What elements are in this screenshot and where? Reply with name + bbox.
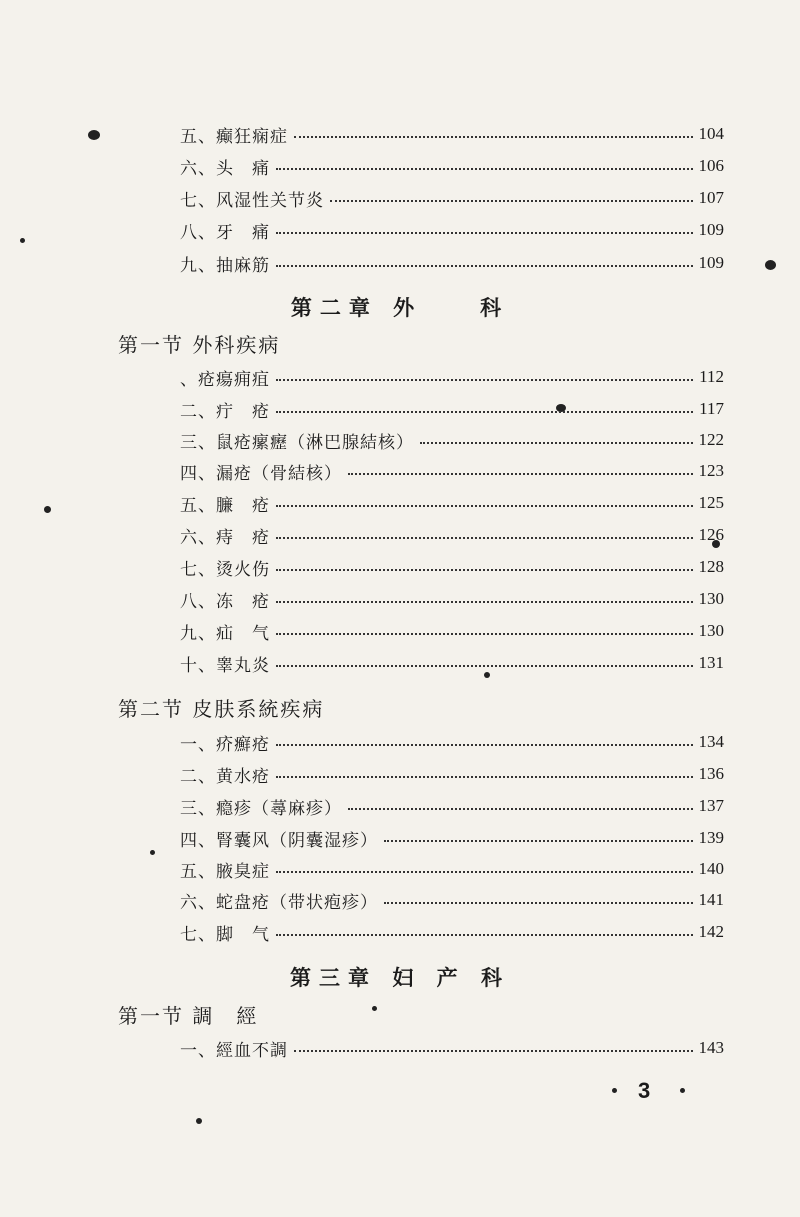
- dot-leader: [276, 744, 693, 746]
- entry-label: 八、冻 疮: [180, 591, 270, 612]
- entry-label: 二、黄水疮: [180, 766, 270, 787]
- entry-label: 五、臁 疮: [180, 495, 270, 516]
- dot-leader: [276, 665, 693, 667]
- entry-label: 三、瘾疹（蕁麻疹）: [180, 798, 342, 819]
- entry-page: 143: [698, 1038, 724, 1057]
- dot-leader: [384, 840, 693, 842]
- entry-page: 112: [699, 367, 724, 386]
- entry-label: 三、鼠疮瘰癧（淋巴腺結核）: [180, 432, 414, 453]
- entry-page: 125: [698, 493, 724, 512]
- entry-page: 136: [698, 764, 724, 783]
- toc-entry: [180, 1034, 724, 1062]
- scan-speck: [765, 260, 776, 270]
- toc-entry: [180, 120, 724, 148]
- entry-label: 二、疔 疮: [180, 401, 270, 422]
- toc-entry: [180, 457, 724, 485]
- entry-page: 126: [698, 525, 724, 544]
- entry-label: 六、头 痛: [180, 158, 270, 179]
- chapter-heading: 第三章 妇 产 科: [290, 965, 510, 990]
- entry-page: 109: [698, 253, 724, 272]
- toc-entry: [180, 855, 724, 883]
- entry-label: 七、脚 气: [180, 924, 270, 945]
- scan-speck: [196, 1118, 202, 1124]
- dot-leader: [276, 934, 693, 936]
- scan-speck: [612, 1088, 617, 1093]
- dot-leader: [276, 505, 693, 507]
- toc-entry: [180, 489, 724, 517]
- page-number: 3: [638, 1078, 651, 1103]
- entry-page: 134: [698, 732, 724, 751]
- dot-leader: [276, 537, 693, 539]
- entry-page: 109: [698, 220, 724, 239]
- scan-speck: [150, 850, 155, 855]
- entry-page: 123: [698, 461, 724, 480]
- dot-leader: [294, 1050, 693, 1052]
- dot-leader: [276, 168, 693, 170]
- section-heading: 第一节 調 經: [118, 1004, 259, 1028]
- toc-entry: [180, 363, 724, 391]
- dot-leader: [348, 473, 693, 475]
- dot-leader: [276, 633, 693, 635]
- entry-page: 130: [698, 621, 724, 640]
- entry-page: 140: [698, 859, 724, 878]
- toc-entry: [180, 216, 724, 244]
- scan-speck: [44, 506, 51, 513]
- entry-label: 八、牙 痛: [180, 222, 270, 243]
- entry-label: 四、漏疮（骨結核）: [180, 463, 342, 484]
- entry-label: 五、腋臭症: [180, 861, 270, 882]
- toc-entry: [180, 395, 724, 423]
- entry-page: 107: [698, 188, 724, 207]
- section-heading: 第二节 皮肤系統疾病: [118, 697, 325, 721]
- toc-entry: [180, 426, 724, 454]
- toc-entry: [180, 728, 724, 756]
- dot-leader: [276, 379, 693, 381]
- entry-label: 九、疝 气: [180, 623, 270, 644]
- toc-entry: [180, 553, 724, 581]
- toc-entry: [180, 649, 724, 677]
- toc-entry: [180, 792, 724, 820]
- dot-leader: [384, 902, 693, 904]
- dot-leader: [276, 265, 693, 267]
- toc-entry: [180, 824, 724, 852]
- toc-entry: [180, 184, 724, 212]
- dot-leader: [420, 442, 693, 444]
- toc-entry: [180, 886, 724, 914]
- entry-page: 104: [698, 124, 724, 143]
- dot-leader: [276, 569, 693, 571]
- entry-page: 139: [698, 828, 724, 847]
- dot-leader: [348, 808, 693, 810]
- entry-label: 、疮瘍痈疽: [180, 369, 270, 390]
- toc-entry: [180, 249, 724, 277]
- entry-page: 137: [698, 796, 724, 815]
- entry-page: 128: [698, 557, 724, 576]
- dot-leader: [276, 411, 693, 413]
- scan-speck: [88, 130, 100, 140]
- dot-leader: [276, 601, 693, 603]
- entry-page: 131: [698, 653, 724, 672]
- toc-entry: [180, 521, 724, 549]
- dot-leader: [276, 776, 693, 778]
- dot-leader: [276, 871, 693, 873]
- toc-entry: [180, 152, 724, 180]
- entry-label: 七、烫火伤: [180, 559, 270, 580]
- entry-page: 106: [698, 156, 724, 175]
- entry-page: 117: [699, 399, 724, 418]
- section-heading: 第一节 外科疾病: [118, 333, 281, 357]
- entry-label: 五、癫狂痫症: [180, 126, 288, 147]
- entry-page: 130: [698, 589, 724, 608]
- chapter-heading: 第二章 外 科: [290, 295, 510, 320]
- dot-leader: [276, 232, 693, 234]
- entry-label: 七、风湿性关节炎: [180, 190, 324, 211]
- entry-page: 142: [698, 922, 724, 941]
- scan-speck: [20, 238, 25, 243]
- toc-entry: [180, 617, 724, 645]
- dot-leader: [330, 200, 693, 202]
- entry-page: 122: [698, 430, 724, 449]
- toc-entry: [180, 918, 724, 946]
- entry-page: 141: [698, 890, 724, 909]
- entry-label: 六、蛇盘疮（带状疱疹）: [180, 892, 378, 913]
- toc-entry: [180, 760, 724, 788]
- entry-label: 四、腎囊风（阴囊湿疹）: [180, 830, 378, 851]
- entry-label: 九、抽麻筋: [180, 255, 270, 276]
- entry-label: 十、睾丸炎: [180, 655, 270, 676]
- entry-label: 六、痔 疮: [180, 527, 270, 548]
- toc-entry: [180, 585, 724, 613]
- scan-speck: [372, 1006, 377, 1011]
- dot-leader: [294, 136, 693, 138]
- scan-speck: [680, 1088, 685, 1093]
- entry-label: 一、疥癬疮: [180, 734, 270, 755]
- entry-label: 一、經血不調: [180, 1040, 288, 1061]
